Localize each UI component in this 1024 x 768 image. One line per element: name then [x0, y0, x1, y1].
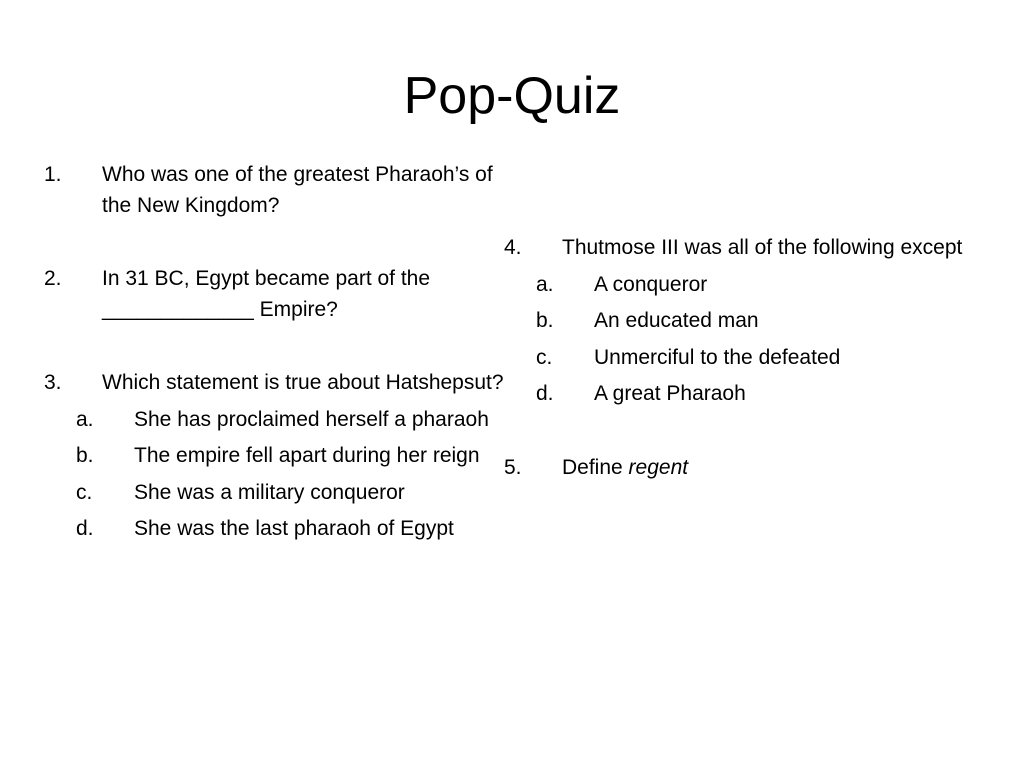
question-number: 1.: [44, 163, 62, 186]
left-column: [44, 160, 514, 551]
option-text: She has proclaimed herself a pharaoh: [134, 407, 489, 431]
option-d: [504, 379, 984, 410]
option-letter: d.: [536, 382, 554, 405]
option-d: [44, 514, 514, 545]
option-text: Unmerciful to the defeated: [594, 345, 841, 369]
option-a: [44, 405, 514, 436]
question-number: 3.: [44, 371, 62, 394]
right-column: [504, 233, 984, 483]
question-text: In 31 BC, Egypt became part of the _____________ Empire?: [102, 267, 431, 321]
option-text: She was the last pharaoh of Egypt: [134, 517, 454, 540]
option-a: [504, 270, 984, 301]
option-text: The empire fell apart during her reign: [134, 444, 480, 467]
question-3: [44, 368, 514, 399]
question-4: [504, 233, 984, 264]
option-letter: a.: [536, 272, 554, 296]
option-letter: b.: [76, 444, 94, 467]
option-letter: c.: [536, 345, 553, 369]
question-number: 2.: [44, 267, 62, 290]
option-letter: b.: [536, 309, 554, 332]
question-text: [562, 453, 984, 484]
option-letter: c.: [76, 480, 93, 504]
question-number: 4.: [504, 236, 522, 259]
option-text: A conqueror: [594, 272, 708, 296]
option-b: [504, 306, 984, 337]
question-text-prefix: Define: [562, 455, 629, 479]
option-text: She was a military conqueror: [134, 480, 405, 504]
option-letter: a.: [76, 407, 94, 431]
option-text: A great Pharaoh: [594, 382, 746, 405]
option-c: [44, 478, 514, 509]
question-text: Which statement is true about Hatshepsut?: [102, 371, 504, 394]
question-1: [44, 160, 514, 221]
option-letter: d.: [76, 517, 94, 540]
question-number: 5.: [504, 455, 522, 479]
question-3-options: [44, 405, 514, 545]
question-5: [504, 453, 984, 484]
option-b: [44, 441, 514, 472]
question-term-italic: regent: [628, 455, 689, 479]
option-c: [504, 343, 984, 374]
question-2: [44, 264, 514, 325]
question-text: Who was one of the greatest Pharaoh’s of the New Kingdom?: [102, 163, 493, 217]
slide-title: Pop-Quiz: [403, 67, 621, 125]
option-text: An educated man: [594, 309, 759, 332]
question-4-options: [504, 270, 984, 410]
question-text: Thutmose III was all of the following except: [562, 236, 963, 259]
